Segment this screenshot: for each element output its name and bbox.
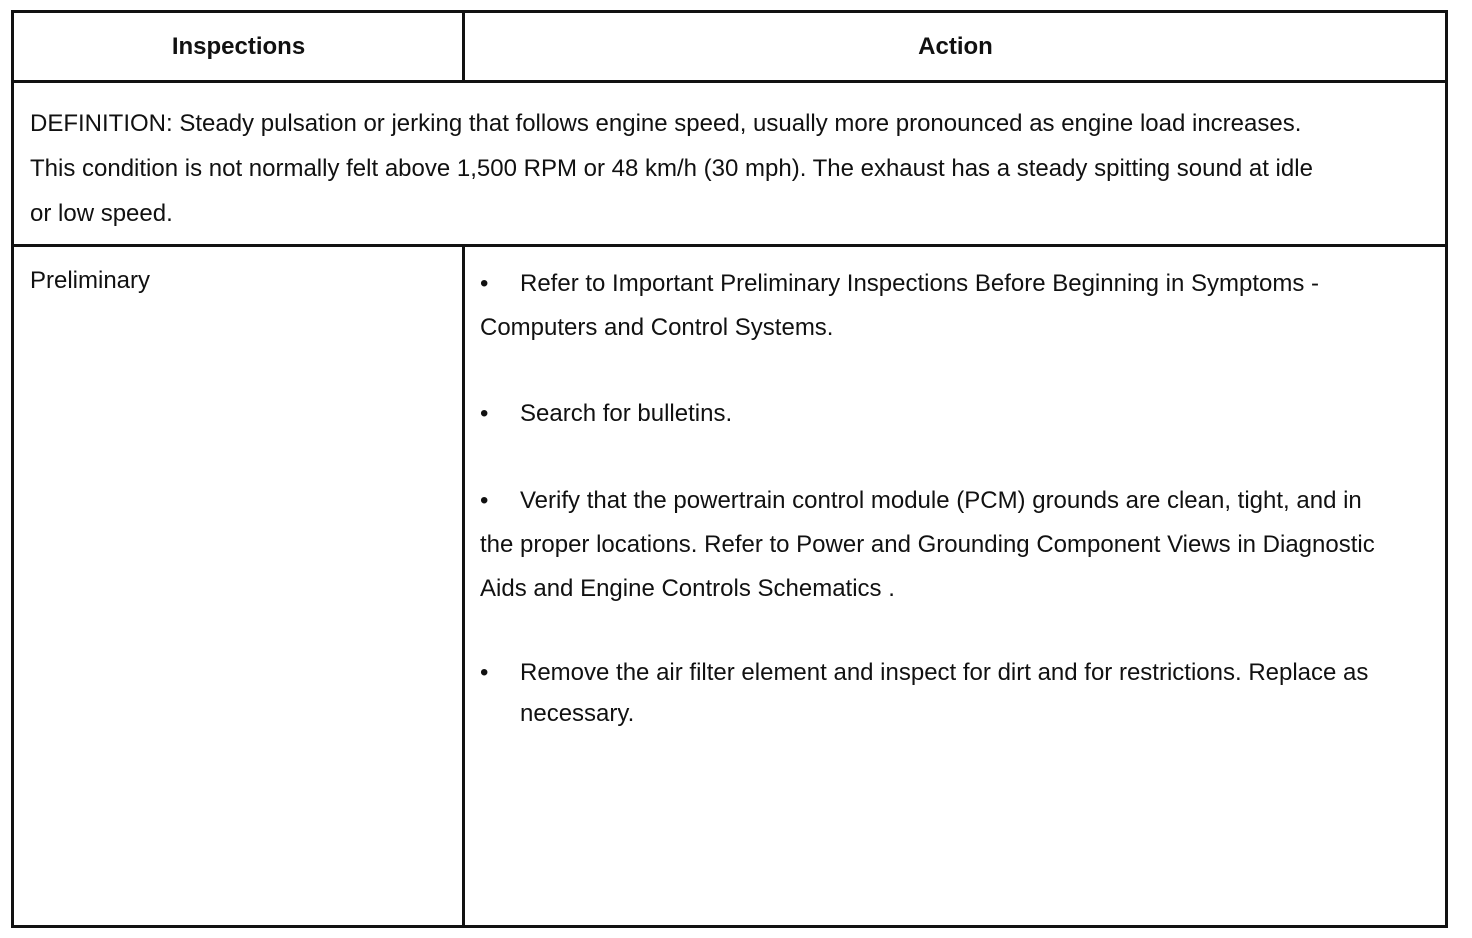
action-item: [480, 392, 1380, 436]
inspection-label: Preliminary: [30, 267, 151, 294]
header-action: Action: [918, 32, 993, 60]
header-inspections: Inspections: [171, 32, 306, 60]
definition-row: [14, 83, 1445, 247]
table-header-row: [14, 13, 1445, 83]
action-cell: [465, 247, 1445, 928]
inspection-cell: [14, 247, 462, 928]
diagnostic-table: [11, 10, 1448, 928]
bullet-icon: •: [480, 487, 489, 514]
action-text: Refer to Important Preliminary Inspections Before Beginning in Symptoms - Computers and Control Systems.: [480, 270, 1320, 341]
action-item: [480, 479, 1380, 611]
action-item: [480, 652, 1380, 734]
definition-text: DEFINITION: Steady pulsation or jerking that follows engine speed, usually more pronounced as engine load increases. This condition is not normally felt above 1,500 RPM or 48 km/h (30 mph). The exhaust has a steady spitting sound at idle or low speed.: [30, 110, 1313, 227]
bullet-icon: •: [480, 659, 489, 686]
action-text: Verify that the powertrain control module (PCM) grounds are clean, tight, and in the proper locations. Refer to Power and Grounding Component Views in Diagnostic Aids and Engine Controls Schematics .: [480, 487, 1375, 602]
action-text: Remove the air filter element and inspect for dirt and for restrictions. Replace as necessary.: [520, 659, 1369, 727]
action-item: [480, 262, 1350, 350]
bullet-icon: •: [480, 400, 489, 427]
action-text: Search for bulletins.: [520, 400, 733, 427]
bullet-icon: •: [480, 270, 489, 297]
